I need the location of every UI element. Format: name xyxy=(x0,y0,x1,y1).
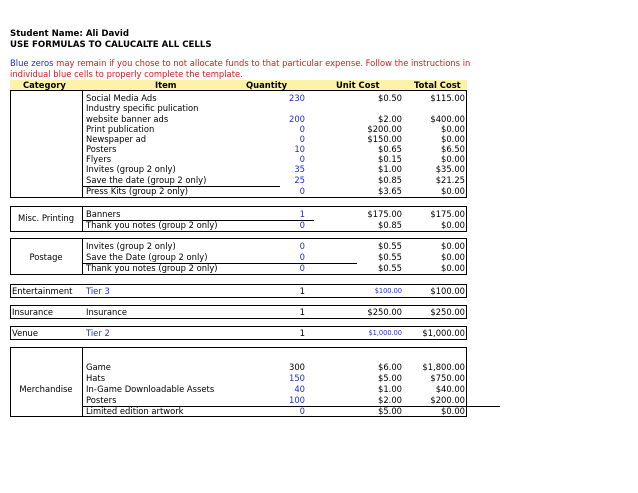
unit-cost-cell: $0.15 xyxy=(378,154,402,164)
quantity-cell: 100 xyxy=(289,395,305,405)
col-header-total-cost: Total Cost xyxy=(414,80,461,90)
total-cost-cell: $35.00 xyxy=(435,164,465,174)
unit-cost-cell: $0.85 xyxy=(378,220,402,230)
item-cell: Insurance xyxy=(86,307,128,317)
unit-cost-cell: $0.55 xyxy=(378,263,402,273)
unit-cost-cell: $175.00 xyxy=(367,209,402,219)
category-label: Entertainment xyxy=(12,286,73,296)
total-cost-cell: $0.00 xyxy=(441,263,465,273)
total-cost-cell: $0.00 xyxy=(441,134,465,144)
col-header-unit-cost: Unit Cost xyxy=(336,80,380,90)
category-divider xyxy=(82,90,83,198)
unit-cost-cell: $6.00 xyxy=(378,362,402,372)
unit-cost-cell: $250.00 xyxy=(367,307,402,317)
total-cost-cell: $400.00 xyxy=(430,114,465,124)
item-cell: Thank you notes (group 2 only) xyxy=(86,263,218,273)
total-cost-cell: $750.00 xyxy=(430,373,465,383)
unit-cost-cell: $0.55 xyxy=(378,252,402,262)
quantity-cell: 1 xyxy=(299,286,305,296)
item-cell: Hats xyxy=(86,373,106,383)
unit-cost-cell: $5.00 xyxy=(378,373,402,383)
quantity-cell: 0 xyxy=(299,263,305,273)
unit-cost-cell: $150.00 xyxy=(367,134,402,144)
category-label: Merchandise xyxy=(19,384,73,394)
item-cell: Invites (group 2 only) xyxy=(86,164,176,174)
quantity-cell: 35 xyxy=(294,164,305,174)
total-cost-cell: $21.25 xyxy=(435,175,465,185)
category-divider xyxy=(82,206,83,232)
item-cell: website banner ads xyxy=(86,114,169,124)
item-cell: Flyers xyxy=(86,154,112,164)
quantity-cell: 300 xyxy=(289,362,305,372)
unit-cost-cell: $0.55 xyxy=(378,241,402,251)
category-label: Misc. Printing xyxy=(17,213,75,223)
item-cell: Posters xyxy=(86,144,117,154)
unit-cost-cell: $200.00 xyxy=(367,124,402,134)
total-cost-cell: $0.00 xyxy=(441,241,465,251)
unit-cost-cell: $0.65 xyxy=(378,144,402,154)
quantity-cell: 40 xyxy=(294,384,305,394)
quantity-cell: 10 xyxy=(294,144,305,154)
item-cell: Print publication xyxy=(86,124,155,134)
item-cell: Press Kits (group 2 only) xyxy=(86,186,189,196)
col-header-category: Category xyxy=(23,80,66,90)
quantity-cell: 1 xyxy=(299,328,305,338)
unit-cost-cell: $100.00 xyxy=(374,287,402,295)
category-label: Insurance xyxy=(12,307,54,317)
instructions xyxy=(10,58,480,80)
quantity-cell: 0 xyxy=(299,252,305,262)
instructions-blue-text: Blue zeros xyxy=(10,58,54,68)
student-name: Student Name: Ali David xyxy=(10,29,129,39)
total-cost-cell: $0.00 xyxy=(441,220,465,230)
item-cell: Save the date (group 2 only) xyxy=(86,175,207,185)
item-cell: Industry specific pulication xyxy=(86,103,199,113)
item-cell: Tier 3 xyxy=(86,286,110,296)
item-cell: Invites (group 2 only) xyxy=(86,241,176,251)
item-cell: Social Media Ads xyxy=(86,93,157,103)
total-cost-cell: $250.00 xyxy=(430,307,465,317)
total-cost-cell: $1,000.00 xyxy=(422,328,465,338)
quantity-cell: 25 xyxy=(294,175,305,185)
col-header-item: Item xyxy=(155,80,177,90)
quantity-cell: 1 xyxy=(299,209,305,219)
instructions-red-text: may remain if you chose to not allocate funds to that particular expense. Follow the instructions in individual blue cells to properly complete the template. xyxy=(10,58,471,79)
total-cost-cell: $200.00 xyxy=(430,395,465,405)
item-cell: Limited edition artwork xyxy=(86,406,184,416)
unit-cost-cell: $1.00 xyxy=(378,164,402,174)
quantity-cell: 0 xyxy=(299,154,305,164)
category-label: Postage xyxy=(29,252,63,262)
item-cell: Thank you notes (group 2 only) xyxy=(86,220,218,230)
category-divider xyxy=(82,238,83,275)
item-cell: Save the Date (group 2 only) xyxy=(86,252,208,262)
total-cost-cell: $0.00 xyxy=(441,252,465,262)
quantity-cell: 0 xyxy=(299,241,305,251)
category-label: Venue xyxy=(12,328,38,338)
unit-cost-cell: $1,000.00 xyxy=(368,329,402,337)
total-cost-cell: $0.00 xyxy=(441,124,465,134)
unit-cost-cell: $5.00 xyxy=(378,406,402,416)
quantity-cell: 200 xyxy=(289,114,305,124)
quantity-cell: 150 xyxy=(289,373,305,383)
unit-cost-cell: $1.00 xyxy=(378,384,402,394)
quantity-cell: 0 xyxy=(299,220,305,230)
total-cost-cell: $115.00 xyxy=(430,93,465,103)
formula-note: USE FORMULAS TO CALUCALTE ALL CELLS xyxy=(10,40,212,50)
unit-cost-cell: $0.50 xyxy=(378,93,402,103)
item-cell: In-Game Downloadable Assets xyxy=(86,384,215,394)
total-cost-cell: $40.00 xyxy=(435,384,465,394)
quantity-cell: 0 xyxy=(299,134,305,144)
total-cost-cell: $0.00 xyxy=(441,186,465,196)
item-cell: Tier 2 xyxy=(86,328,110,338)
col-header-quantity: Quantity xyxy=(246,80,288,90)
unit-cost-cell: $2.00 xyxy=(378,114,402,124)
quantity-cell: 0 xyxy=(299,406,305,416)
unit-cost-cell: $2.00 xyxy=(378,395,402,405)
quantity-cell: 230 xyxy=(289,93,305,103)
total-cost-cell: $6.50 xyxy=(441,144,465,154)
total-cost-cell: $175.00 xyxy=(430,209,465,219)
quantity-cell: 0 xyxy=(299,186,305,196)
unit-cost-cell: $0.85 xyxy=(378,175,402,185)
total-cost-cell: $100.00 xyxy=(430,286,465,296)
unit-cost-cell: $3.65 xyxy=(378,186,402,196)
item-cell: Newspaper ad xyxy=(86,134,147,144)
total-cost-cell: $1,800.00 xyxy=(422,362,465,372)
quantity-cell: 1 xyxy=(299,307,305,317)
item-cell: Posters xyxy=(86,395,117,405)
quantity-cell: 0 xyxy=(299,124,305,134)
total-cost-cell: $0.00 xyxy=(441,406,465,416)
item-cell: Banners xyxy=(86,209,121,219)
total-cost-cell: $0.00 xyxy=(441,154,465,164)
item-cell: Game xyxy=(86,362,111,372)
